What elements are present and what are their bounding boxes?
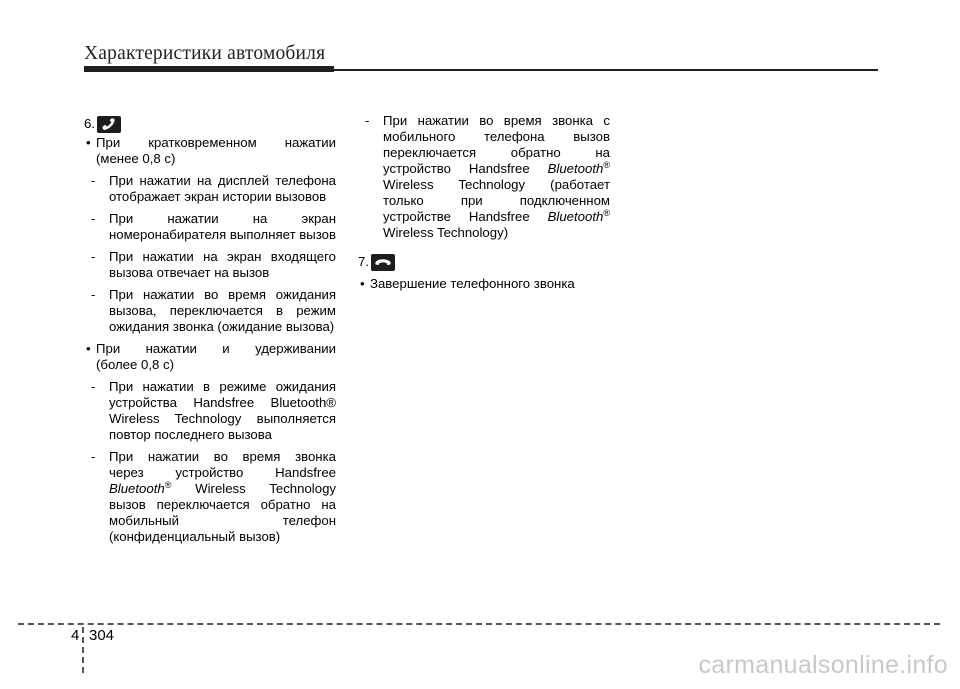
text-line: При кратковременном нажатии <box>96 135 336 150</box>
bullet-end-call <box>358 276 610 292</box>
text-line: вызов переключается обратно на <box>109 497 336 512</box>
text-line: повтор последнего вызова <box>109 427 272 442</box>
text-line: мобильного телефона вызов <box>383 129 610 144</box>
header-rule-thick <box>84 66 334 72</box>
dash-mark: - <box>91 173 96 188</box>
text-line: (менее 0,8 с) <box>96 151 176 166</box>
footer-dashed-rule <box>18 623 940 625</box>
bullet-long-press <box>84 341 336 373</box>
text-segment: устройство Handsfree <box>383 161 548 176</box>
left-column <box>84 113 336 545</box>
text-line: переключается обратно на <box>383 145 610 160</box>
dash-private-call <box>91 449 336 545</box>
text-line: (конфиденциальный вызов) <box>109 529 281 544</box>
text-line: Wireless Technology (работает <box>383 177 610 192</box>
dash-mobile-transfer <box>365 113 610 241</box>
dash-mark: - <box>91 379 96 394</box>
footer-vertical-dashed-rule <box>82 627 84 673</box>
text-line: Wireless Technology выполняется <box>109 411 336 426</box>
bullet-short-press <box>84 135 336 167</box>
dash-mark: - <box>91 287 96 302</box>
bluetooth-italic: Bluetooth <box>547 209 604 224</box>
dash-redial <box>91 379 336 443</box>
text-line: При нажатии во время звонка с <box>383 113 610 128</box>
text-line: При нажатии на экран входящего <box>109 249 336 264</box>
item-6-heading <box>84 113 336 135</box>
phone-hangup-icon <box>371 254 395 271</box>
text-line <box>383 209 610 225</box>
item-7-number: 7. <box>358 254 369 269</box>
text-line: При нажатии и удерживании <box>96 341 336 356</box>
text-line: устройства Handsfree Bluetooth® <box>109 395 336 410</box>
watermark: carmanualsonline.info <box>698 651 948 679</box>
page-number: 304 <box>89 627 115 644</box>
chapter-number: 4 <box>71 627 80 644</box>
phone-call-icon <box>97 116 121 133</box>
text-line: через устройство Handsfree <box>109 465 336 480</box>
dash-mark: - <box>365 113 370 128</box>
item-7-heading <box>358 251 610 273</box>
dash-incoming-press <box>91 249 336 281</box>
text-segment: Wireless Technology <box>171 481 336 496</box>
text-line: ожидания звонка (ожидание вызова) <box>109 319 335 334</box>
dash-mark: - <box>91 449 96 464</box>
text-line: Завершение телефонного звонка <box>370 276 575 291</box>
text-line: При нажатии на дисплей телефона <box>109 173 336 188</box>
text-line: При нажатии во время ожидания <box>109 287 336 302</box>
bluetooth-italic: Bluetooth <box>547 161 604 176</box>
dash-mark: - <box>91 249 96 264</box>
bluetooth-italic: Bluetooth <box>109 481 165 496</box>
page-header-title: Характеристики автомобиля <box>84 43 326 64</box>
text-line <box>109 481 336 497</box>
registered-mark: ® <box>164 480 172 490</box>
text-line: только при подключенном <box>383 193 610 208</box>
text-line: При нажатии в режиме ожидания <box>109 379 336 394</box>
text-line: Wireless Technology) <box>383 225 509 240</box>
header-rule-thin <box>334 69 878 71</box>
text-line: вызова отвечает на вызов <box>109 265 270 280</box>
registered-mark: ® <box>603 208 610 218</box>
text-segment: устройстве Handsfree <box>383 209 548 224</box>
text-line <box>383 161 610 177</box>
bullet-mark: • <box>86 135 91 150</box>
dash-waiting-press <box>91 287 336 335</box>
text-line: мобильный телефон <box>109 513 336 528</box>
text-line: вызова, переключается в режим <box>109 303 336 318</box>
text-line: При нажатии во время звонка <box>109 449 336 464</box>
text-line: номеронабирателя выполняет вызов <box>109 227 336 242</box>
dash-display-press <box>91 173 336 205</box>
text-line: При нажатии на экран <box>109 211 336 226</box>
bullet-mark: • <box>360 276 365 291</box>
bullet-mark: • <box>86 341 91 356</box>
dash-mark: - <box>91 211 96 226</box>
item-6-number: 6. <box>84 116 95 131</box>
registered-mark: ® <box>603 160 610 170</box>
dash-dialer-press <box>91 211 336 243</box>
text-line: отображает экран истории вызовов <box>109 189 327 204</box>
right-column <box>358 113 610 292</box>
text-line: (более 0,8 с) <box>96 357 174 372</box>
